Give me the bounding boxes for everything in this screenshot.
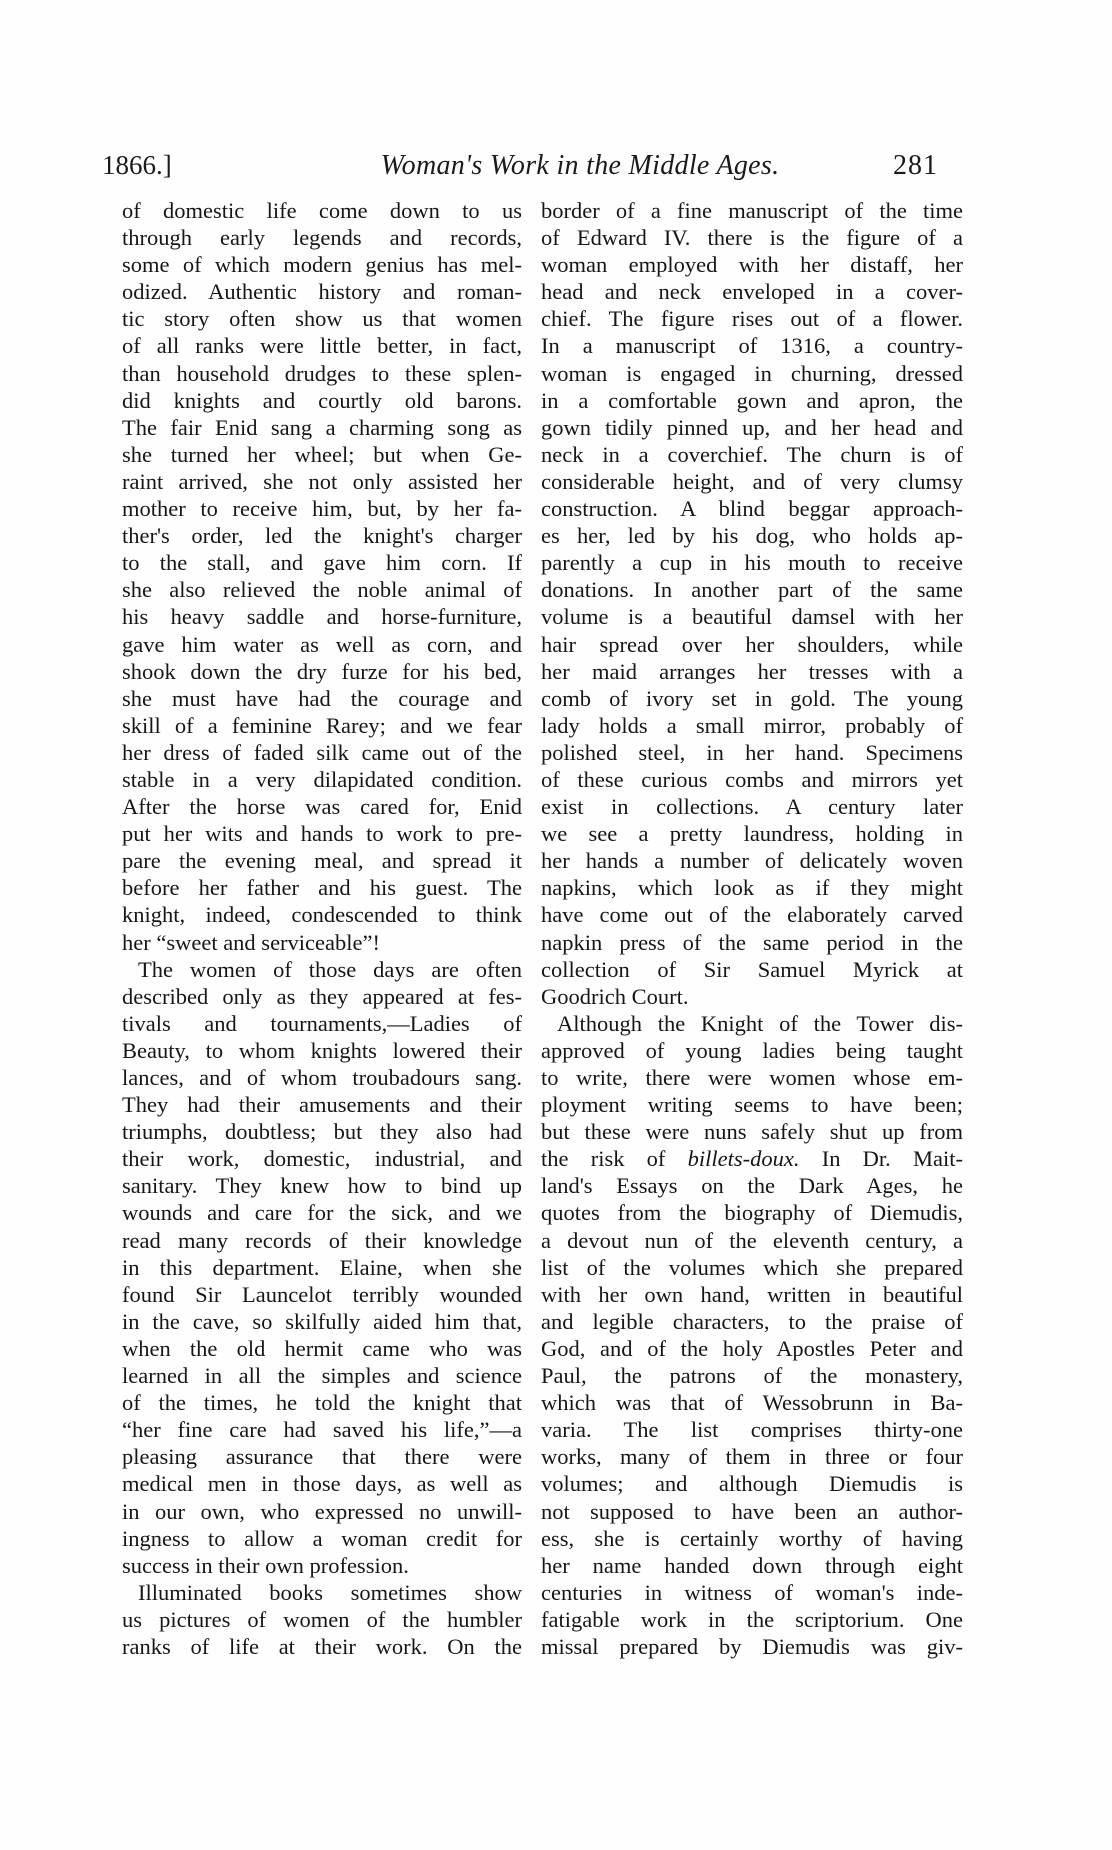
text-line: her dress of faded silk came out of the bbox=[122, 739, 522, 765]
text-line: napkins, which look as if they might bbox=[541, 875, 963, 901]
text-line: described only as they appeared at fes- bbox=[122, 983, 522, 1009]
paragraph-start-line: The women of those days are often bbox=[138, 956, 522, 982]
text-line: of all ranks were little better, in fact, bbox=[122, 333, 522, 359]
text-line: lady holds a small mirror, probably of bbox=[541, 712, 963, 738]
text-segment: the risk of bbox=[541, 1146, 688, 1172]
text-line: her name handed down through eight bbox=[541, 1552, 963, 1578]
text-line: centuries in witness of woman's inde- bbox=[541, 1579, 963, 1605]
text-line: triumphs, doubtless; but they also had bbox=[122, 1119, 522, 1145]
text-line: her hands a number of delicately woven bbox=[541, 848, 963, 874]
text-line: we see a pretty laundress, holding in bbox=[541, 821, 963, 847]
text-line: approved of young ladies being taught bbox=[541, 1037, 963, 1063]
text-line: in this department. Elaine, when she bbox=[122, 1254, 522, 1280]
text-line: of these curious combs and mirrors yet bbox=[541, 766, 963, 792]
text-line: After the horse was cared for, Enid bbox=[122, 794, 522, 820]
text-line: in a comfortable gown and apron, the bbox=[541, 387, 963, 413]
text-line: They had their amusements and their bbox=[122, 1092, 522, 1118]
paragraph-end-line: Goodrich Court. bbox=[541, 983, 689, 1009]
text-line: which was that of Wessobrunn in Ba- bbox=[541, 1390, 963, 1416]
text-line: she also relieved the noble animal of bbox=[122, 577, 522, 603]
italic-term-billets-doux: billets-doux. bbox=[687, 1146, 800, 1172]
text-line: pare the evening meal, and spread it bbox=[122, 848, 522, 874]
text-line: ingness to allow a woman credit for bbox=[122, 1525, 522, 1551]
text-line: construction. A blind beggar approach- bbox=[541, 496, 963, 522]
text-line: she must have had the courage and bbox=[122, 685, 522, 711]
text-line: to the stall, and gave him corn. If bbox=[122, 550, 522, 576]
text-line: his heavy saddle and horse-furniture, bbox=[122, 604, 522, 630]
text-line: donations. In another part of the same bbox=[541, 577, 963, 603]
text-line: ployment writing seems to have been; bbox=[541, 1092, 963, 1118]
text-line: exist in collections. A century later bbox=[541, 794, 963, 820]
text-line: gave him water as well as corn, and bbox=[122, 631, 522, 657]
paragraph-start-line: Although the Knight of the Tower dis- bbox=[557, 1010, 963, 1036]
text-line: polished steel, in her hand. Specimens bbox=[541, 739, 963, 765]
text-line: woman is engaged in churning, dressed bbox=[541, 360, 963, 386]
text-segment: In Dr. Mait- bbox=[799, 1146, 964, 1172]
text-line: Paul, the patrons of the monastery, bbox=[541, 1363, 963, 1389]
text-line: land's Essays on the Dark Ages, he bbox=[541, 1173, 963, 1199]
text-line: chief. The figure rises out of a flower. bbox=[541, 306, 963, 332]
text-line: fatigable work in the scriptorium. One bbox=[541, 1606, 963, 1632]
text-line: missal prepared by Diemudis was giv- bbox=[541, 1633, 963, 1659]
text-line: neck in a coverchief. The churn is of bbox=[541, 441, 963, 467]
text-line: in the cave, so skilfully aided him that, bbox=[122, 1308, 522, 1334]
text-line: woman employed with her distaff, her bbox=[541, 252, 963, 278]
text-line: of the times, he told the knight that bbox=[122, 1390, 522, 1416]
text-line: sanitary. They knew how to bind up bbox=[122, 1173, 522, 1199]
paragraph-end-line: her “sweet and serviceable”! bbox=[122, 929, 380, 955]
text-line: hair spread over her shoulders, while bbox=[541, 631, 963, 657]
text-line: to write, there were women whose em- bbox=[541, 1065, 963, 1090]
text-line: ess, she is certainly worthy of having bbox=[541, 1525, 963, 1551]
text-line: The fair Enid sang a charming song as bbox=[122, 414, 522, 440]
text-line: wounds and care for the sick, and we bbox=[122, 1200, 522, 1226]
text-line: with her own hand, written in beautiful bbox=[541, 1281, 963, 1307]
paragraph-start-line: Illuminated books sometimes show bbox=[138, 1579, 522, 1605]
text-line: of Edward IV. there is the figure of a bbox=[541, 225, 963, 251]
text-line: some of which modern genius has mel- bbox=[122, 252, 522, 278]
text-line: lances, and of whom troubadours sang. bbox=[122, 1065, 522, 1090]
running-header-title: Woman's Work in the Middle Ages. bbox=[380, 150, 780, 181]
text-line: have come out of the elaborately carved bbox=[541, 902, 963, 928]
text-line: their work, domestic, industrial, and bbox=[122, 1146, 522, 1172]
text-line: us pictures of women of the humbler bbox=[122, 1606, 522, 1632]
text-line: ther's order, led the knight's charger bbox=[122, 523, 522, 549]
text-line: tic story often show us that women bbox=[122, 306, 522, 332]
text-line: list of the volumes which she prepared bbox=[541, 1254, 963, 1280]
text-line: a devout nun of the eleventh century, a bbox=[541, 1227, 963, 1253]
text-line: not supposed to have been an author- bbox=[541, 1498, 963, 1524]
text-line: es her, led by his dog, who holds ap- bbox=[541, 523, 963, 549]
text-line: learned in all the simples and science bbox=[122, 1363, 522, 1389]
text-line: found Sir Launcelot terribly wounded bbox=[122, 1281, 522, 1307]
text-line: works, many of them in three or four bbox=[541, 1444, 963, 1470]
text-line: ranks of life at their work. On the bbox=[122, 1633, 522, 1659]
text-line: considerable height, and of very clumsy bbox=[541, 468, 963, 494]
text-line: of domestic life come down to us bbox=[122, 198, 522, 223]
text-line: gown tidily pinned up, and her head and bbox=[541, 414, 963, 440]
text-line: tivals and tournaments,—Ladies of bbox=[122, 1010, 522, 1036]
text-line: shook down the dry furze for his bed, bbox=[122, 658, 522, 684]
text-line: head and neck enveloped in a cover- bbox=[541, 279, 963, 305]
text-line: did knights and courtly old barons. bbox=[122, 387, 522, 413]
text-line: quotes from the biography of Diemudis, bbox=[541, 1200, 963, 1226]
text-line: knight, indeed, condescended to think bbox=[122, 902, 522, 928]
text-line: napkin press of the same period in the bbox=[541, 929, 963, 955]
text-line: Beauty, to whom knights lowered their bbox=[122, 1037, 522, 1063]
text-line: varia. The list comprises thirty-one bbox=[541, 1417, 963, 1443]
paragraph-end-line: success in their own profession. bbox=[122, 1552, 409, 1578]
text-line: stable in a very dilapidated condition. bbox=[122, 766, 522, 792]
page-number: 281 bbox=[893, 150, 938, 181]
text-line: through early legends and records, bbox=[122, 225, 522, 251]
text-line: she turned her wheel; but when Ge- bbox=[122, 441, 522, 467]
text-line: comb of ivory set in gold. The young bbox=[541, 685, 963, 711]
text-line: before her father and his guest. The bbox=[122, 875, 522, 901]
left-column bbox=[122, 197, 522, 1660]
text-line: border of a fine manuscript of the time bbox=[541, 198, 963, 223]
text-line: medical men in those days, as well as bbox=[122, 1471, 522, 1497]
text-line: volume is a beautiful damsel with her bbox=[541, 604, 963, 630]
text-line: parently a cup in his mouth to receive bbox=[541, 550, 963, 576]
text-line: her maid arranges her tresses with a bbox=[541, 658, 963, 684]
right-column bbox=[541, 197, 963, 1660]
text-line: skill of a feminine Rarey; and we fear bbox=[122, 712, 522, 738]
text-line: put her wits and hands to work to pre- bbox=[122, 821, 522, 847]
text-line: read many records of their knowledge bbox=[122, 1227, 522, 1253]
text-line-with-italic bbox=[541, 1145, 963, 1172]
text-line: when the old hermit came who was bbox=[122, 1335, 522, 1361]
text-line: collection of Sir Samuel Myrick at bbox=[541, 956, 963, 982]
text-line: mother to receive him, but, by her fa- bbox=[122, 496, 522, 522]
text-line: than household drudges to these splen- bbox=[122, 360, 522, 386]
text-line: raint arrived, she not only assisted her bbox=[122, 468, 522, 494]
running-header-year: 1866.] bbox=[102, 150, 172, 180]
text-line: God, and of the holy Apostles Peter and bbox=[541, 1335, 963, 1361]
text-line: volumes; and although Diemudis is bbox=[541, 1471, 963, 1497]
text-line: in our own, who expressed no unwill- bbox=[122, 1498, 522, 1524]
text-line: but these were nuns safely shut up from bbox=[541, 1119, 963, 1145]
text-line: In a manuscript of 1316, a country- bbox=[541, 333, 963, 359]
text-line: pleasing assurance that there were bbox=[122, 1444, 522, 1470]
text-line: and legible characters, to the praise of bbox=[541, 1308, 963, 1334]
text-line: odized. Authentic history and roman- bbox=[122, 279, 522, 305]
text-line: “her fine care had saved his life,”—a bbox=[122, 1417, 522, 1443]
